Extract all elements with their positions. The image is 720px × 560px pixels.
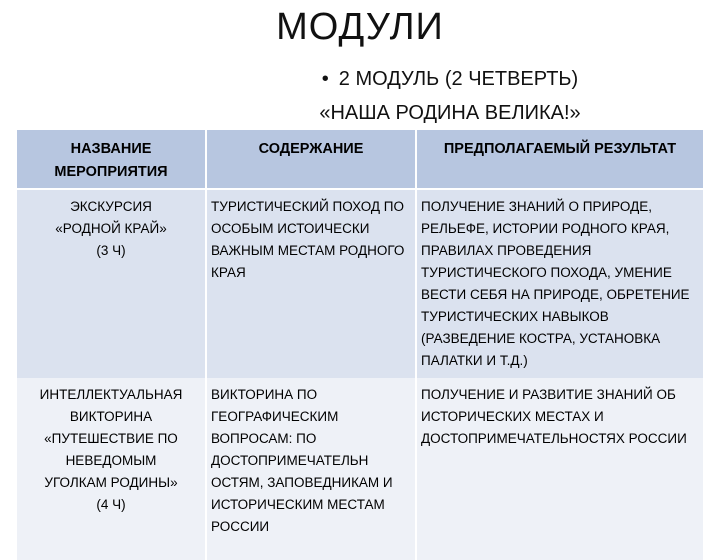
module-subtitle [180,62,720,130]
event-name-cell [17,378,206,560]
content-cell [206,378,416,560]
subtitle-line-1 [180,62,720,96]
event-name-cell [17,189,206,378]
result-cell [416,189,703,378]
content-cell [206,189,416,378]
event-result: ПОЛУЧЕНИЕ ЗНАНИЙ О ПРИРОДЕ, РЕЛЬЕФЕ, ИСТОРИИ РОДНОГО КРАЯ, ПРАВИЛАХ ПРОВЕДЕНИЯ ТУРИСТИЧЕСКОГО ПОХОДА, УМЕНИЕ ВЕСТИ СЕБЯ НА ПРИРОДЕ, ОБРЕТЕНИЕ ТУРИСТИЧЕСКИХ НАВЫКОВ (РАЗВЕДЕНИЕ КОСТРА, УСТАНОВКА ПАЛАТКИ И Т.Д.) [421,199,690,368]
header-expected-result: ПРЕДПОЛАГАЕМЫЙ РЕЗУЛЬТАТ [416,130,703,189]
event-name: ИНТЕЛЛЕКТУАЛЬНАЯ ВИКТОРИНА «ПУТЕШЕСТВИЕ ПО НЕВЕДОМЫМ УГОЛКАМ РОДИНЫ» (4 Ч) [39,387,183,512]
event-name: ЭКСКУРСИЯ «РОДНОЙ КРАЙ» (3 Ч) [55,199,167,258]
event-result: ПОЛУЧЕНИЕ И РАЗВИТИЕ ЗНАНИЙ ОБ ИСТОРИЧЕСКИХ МЕСТАХ И ДОСТОПРИМЕЧАТЕЛЬНОСТЯХ РОССИИ [421,387,687,446]
event-content: ТУРИСТИЧЕСКИЙ ПОХОД ПО ОСОБЫМ ИСТОИЧЕСКИ ВАЖНЫМ МЕСТАМ РОДНОГО КРАЯ [211,199,405,280]
header-content: СОДЕРЖАНИЕ [206,130,416,189]
bullet-icon: • [321,68,329,90]
header-event-name: НАЗВАНИЕ МЕРОПРИЯТИЯ [17,130,206,189]
result-cell [416,378,703,560]
module-title: «НАША РОДИНА ВЕЛИКА!» [319,102,581,124]
table-row [17,189,703,378]
event-content: ВИКТОРИНА ПО ГЕОГРАФИЧЕСКИМ ВОПРОСАМ: ПО ДОСТОПРИМЕЧАТЕЛЬН ОСТЯМ, ЗАПОВЕДНИКАМ И ИСТОРИЧЕСКИМ МЕСТАМ РОССИИ [211,387,393,534]
module-table [17,130,703,560]
table-row [17,378,703,560]
module-number: 2 МОДУЛЬ (2 ЧЕТВЕРТЬ) [338,68,579,90]
table-header-row [17,130,703,189]
page-title: МОДУЛИ [276,6,444,48]
